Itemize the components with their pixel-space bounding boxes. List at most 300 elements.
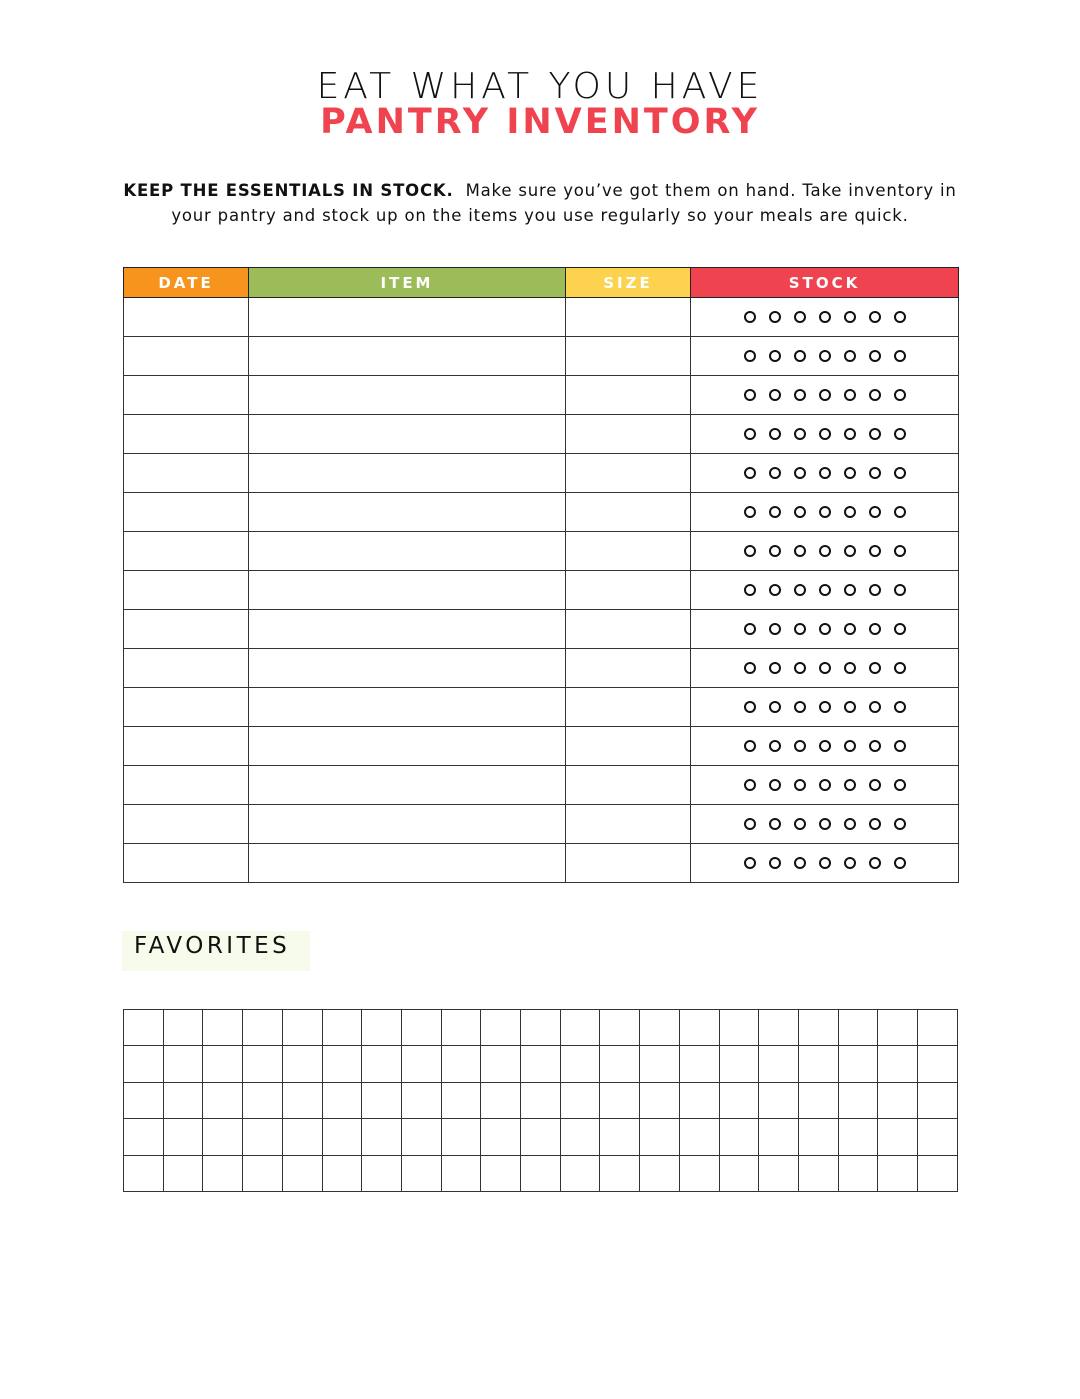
date-cell[interactable] [124, 649, 249, 688]
item-cell[interactable] [249, 766, 566, 805]
stock-circles [744, 818, 906, 830]
grid-cell[interactable] [124, 1155, 164, 1191]
grid-cell[interactable] [322, 1119, 362, 1155]
stock-circle[interactable] [744, 584, 756, 596]
item-cell[interactable] [249, 727, 566, 766]
stock-circle[interactable] [869, 740, 881, 752]
stock-circle[interactable] [744, 623, 756, 635]
stock-circle[interactable] [794, 662, 806, 674]
stock-circle[interactable] [794, 428, 806, 440]
grid-cell[interactable] [878, 1155, 918, 1191]
stock-circle[interactable] [844, 701, 856, 713]
stock-circle[interactable] [819, 584, 831, 596]
stock-circle[interactable] [869, 506, 881, 518]
date-cell[interactable] [124, 376, 249, 415]
item-cell[interactable] [249, 805, 566, 844]
size-cell[interactable] [566, 571, 691, 610]
grid-cell[interactable] [600, 1010, 640, 1046]
grid-cell[interactable] [521, 1119, 561, 1155]
stock-circle[interactable] [744, 857, 756, 869]
grid-cell[interactable] [362, 1155, 402, 1191]
stock-circle[interactable] [869, 467, 881, 479]
grid-cell[interactable] [719, 1155, 759, 1191]
grid-cell[interactable] [282, 1155, 322, 1191]
grid-cell[interactable] [798, 1119, 838, 1155]
grid-cell[interactable] [322, 1082, 362, 1118]
grid-cell[interactable] [560, 1046, 600, 1082]
grid-cell[interactable] [401, 1155, 441, 1191]
inventory-header-row [124, 268, 959, 298]
size-cell[interactable] [566, 337, 691, 376]
item-cell[interactable] [249, 844, 566, 883]
grid-cell[interactable] [679, 1082, 719, 1118]
stock-circle[interactable] [744, 467, 756, 479]
grid-cell[interactable] [441, 1046, 481, 1082]
stock-circle[interactable] [794, 818, 806, 830]
date-cell[interactable] [124, 415, 249, 454]
stock-circle[interactable] [894, 818, 906, 830]
stock-circle[interactable] [869, 623, 881, 635]
stock-circle[interactable] [869, 857, 881, 869]
stock-circle[interactable] [794, 545, 806, 557]
stock-circle[interactable] [819, 350, 831, 362]
inventory-row [124, 649, 959, 688]
stock-circle[interactable] [869, 584, 881, 596]
stock-circle[interactable] [869, 389, 881, 401]
stock-circle[interactable] [769, 818, 781, 830]
grid-cell[interactable] [441, 1082, 481, 1118]
stock-circle[interactable] [769, 311, 781, 323]
size-cell[interactable] [566, 805, 691, 844]
stock-circle[interactable] [894, 350, 906, 362]
grid-cell[interactable] [640, 1155, 680, 1191]
grid-cell[interactable] [679, 1155, 719, 1191]
stock-cell [691, 727, 959, 766]
stock-circle[interactable] [844, 350, 856, 362]
stock-circle[interactable] [844, 389, 856, 401]
stock-circle[interactable] [844, 818, 856, 830]
grid-cell[interactable] [124, 1046, 164, 1082]
grid-cell[interactable] [918, 1119, 958, 1155]
grid-cell[interactable] [679, 1010, 719, 1046]
grid-cell[interactable] [759, 1082, 799, 1118]
date-cell[interactable] [124, 844, 249, 883]
grid-cell[interactable] [918, 1046, 958, 1082]
inventory-row [124, 766, 959, 805]
column-header-date: DATE [124, 268, 249, 298]
stock-circle[interactable] [744, 818, 756, 830]
grid-cell[interactable] [401, 1119, 441, 1155]
inventory-row [124, 376, 959, 415]
stock-circle[interactable] [794, 740, 806, 752]
grid-cell[interactable] [838, 1046, 878, 1082]
item-cell[interactable] [249, 454, 566, 493]
stock-circle[interactable] [744, 545, 756, 557]
grid-cell[interactable] [243, 1046, 283, 1082]
stock-circle[interactable] [894, 506, 906, 518]
date-cell[interactable] [124, 610, 249, 649]
grid-cell[interactable] [282, 1046, 322, 1082]
grid-cell[interactable] [798, 1046, 838, 1082]
stock-circle[interactable] [819, 311, 831, 323]
grid-row [124, 1010, 958, 1046]
date-cell[interactable] [124, 532, 249, 571]
stock-circles [744, 740, 906, 752]
item-cell[interactable] [249, 649, 566, 688]
grid-cell[interactable] [441, 1010, 481, 1046]
stock-circle[interactable] [769, 467, 781, 479]
size-cell[interactable] [566, 649, 691, 688]
grid-cell[interactable] [243, 1119, 283, 1155]
stock-cell [691, 805, 959, 844]
grid-cell[interactable] [640, 1046, 680, 1082]
stock-circle[interactable] [744, 506, 756, 518]
grid-cell[interactable] [521, 1046, 561, 1082]
stock-cell [691, 298, 959, 337]
grid-cell[interactable] [481, 1010, 521, 1046]
date-cell[interactable] [124, 337, 249, 376]
stock-circle[interactable] [744, 311, 756, 323]
grid-row [124, 1082, 958, 1118]
size-cell[interactable] [566, 376, 691, 415]
stock-circle[interactable] [819, 857, 831, 869]
grid-cell[interactable] [640, 1082, 680, 1118]
stock-circle[interactable] [844, 506, 856, 518]
stock-circle[interactable] [769, 350, 781, 362]
grid-cell[interactable] [203, 1010, 243, 1046]
stock-circle[interactable] [794, 350, 806, 362]
stock-circle[interactable] [844, 428, 856, 440]
grid-cell[interactable] [243, 1155, 283, 1191]
stock-circle[interactable] [819, 545, 831, 557]
grid-cell[interactable] [322, 1155, 362, 1191]
date-cell[interactable] [124, 493, 249, 532]
stock-circle[interactable] [894, 428, 906, 440]
grid-cell[interactable] [441, 1119, 481, 1155]
grid-cell[interactable] [521, 1155, 561, 1191]
stock-circle[interactable] [769, 623, 781, 635]
grid-cell[interactable] [560, 1082, 600, 1118]
item-cell[interactable] [249, 688, 566, 727]
inventory-table [123, 267, 959, 883]
grid-cell[interactable] [560, 1155, 600, 1191]
stock-circles [744, 662, 906, 674]
stock-cell [691, 493, 959, 532]
stock-circle[interactable] [794, 857, 806, 869]
stock-circle[interactable] [894, 662, 906, 674]
grid-cell[interactable] [759, 1119, 799, 1155]
grid-cell[interactable] [441, 1155, 481, 1191]
inventory-row [124, 610, 959, 649]
date-cell[interactable] [124, 298, 249, 337]
stock-circles [744, 779, 906, 791]
stock-circles [744, 311, 906, 323]
stock-circle[interactable] [819, 623, 831, 635]
grid-cell[interactable] [600, 1155, 640, 1191]
stock-circle[interactable] [819, 818, 831, 830]
size-cell[interactable] [566, 688, 691, 727]
grid-cell[interactable] [203, 1046, 243, 1082]
inventory-row [124, 454, 959, 493]
grid-cell[interactable] [838, 1155, 878, 1191]
grid-cell[interactable] [124, 1010, 164, 1046]
grid-cell[interactable] [759, 1046, 799, 1082]
stock-circle[interactable] [869, 779, 881, 791]
stock-circle[interactable] [844, 467, 856, 479]
grid-cell[interactable] [481, 1082, 521, 1118]
inventory-row [124, 805, 959, 844]
stock-circle[interactable] [794, 389, 806, 401]
stock-circle[interactable] [894, 740, 906, 752]
stock-circle[interactable] [769, 545, 781, 557]
stock-circle[interactable] [819, 779, 831, 791]
inventory-row [124, 415, 959, 454]
date-cell[interactable] [124, 454, 249, 493]
grid-cell[interactable] [918, 1082, 958, 1118]
column-header-stock: STOCK [691, 268, 959, 298]
grid-cell[interactable] [481, 1046, 521, 1082]
grid-cell[interactable] [918, 1155, 958, 1191]
grid-cell[interactable] [719, 1010, 759, 1046]
stock-circle[interactable] [819, 389, 831, 401]
date-cell[interactable] [124, 727, 249, 766]
stock-circle[interactable] [769, 701, 781, 713]
item-cell[interactable] [249, 610, 566, 649]
stock-circle[interactable] [819, 506, 831, 518]
grid-cell[interactable] [560, 1010, 600, 1046]
grid-cell[interactable] [163, 1010, 203, 1046]
size-cell[interactable] [566, 493, 691, 532]
stock-circle[interactable] [894, 584, 906, 596]
grid-cell[interactable] [640, 1010, 680, 1046]
date-cell[interactable] [124, 766, 249, 805]
inventory-row [124, 298, 959, 337]
stock-circle[interactable] [744, 428, 756, 440]
favorites-label: FAVORITES [134, 933, 291, 959]
stock-circle[interactable] [769, 857, 781, 869]
grid-cell[interactable] [203, 1082, 243, 1118]
grid-row [124, 1046, 958, 1082]
grid-cell[interactable] [362, 1082, 402, 1118]
item-cell[interactable] [249, 571, 566, 610]
grid-cell[interactable] [124, 1082, 164, 1118]
stock-circle[interactable] [744, 701, 756, 713]
stock-circle[interactable] [869, 818, 881, 830]
grid-cell[interactable] [203, 1155, 243, 1191]
stock-cell [691, 766, 959, 805]
stock-circle[interactable] [769, 389, 781, 401]
date-cell[interactable] [124, 805, 249, 844]
grid-cell[interactable] [640, 1119, 680, 1155]
stock-circle[interactable] [794, 779, 806, 791]
stock-cell [691, 610, 959, 649]
stock-circle[interactable] [844, 623, 856, 635]
grid-cell[interactable] [322, 1046, 362, 1082]
stock-cell [691, 649, 959, 688]
stock-circle[interactable] [869, 545, 881, 557]
stock-circle[interactable] [819, 467, 831, 479]
grid-cell[interactable] [759, 1155, 799, 1191]
grid-cell[interactable] [600, 1046, 640, 1082]
grid-cell[interactable] [918, 1010, 958, 1046]
stock-circle[interactable] [794, 623, 806, 635]
grid-cell[interactable] [163, 1082, 203, 1118]
grid-row [124, 1155, 958, 1191]
grid-cell[interactable] [243, 1010, 283, 1046]
grid-cell[interactable] [878, 1010, 918, 1046]
grid-cell[interactable] [124, 1119, 164, 1155]
stock-circles [744, 428, 906, 440]
stock-circle[interactable] [894, 545, 906, 557]
size-cell[interactable] [566, 532, 691, 571]
grid-cell[interactable] [560, 1119, 600, 1155]
stock-circles [744, 467, 906, 479]
grid-cell[interactable] [243, 1082, 283, 1118]
grid-cell[interactable] [362, 1010, 402, 1046]
grid-cell[interactable] [401, 1010, 441, 1046]
stock-circles [744, 545, 906, 557]
grid-cell[interactable] [719, 1046, 759, 1082]
grid-cell[interactable] [878, 1119, 918, 1155]
grid-cell[interactable] [322, 1010, 362, 1046]
grid-cell[interactable] [878, 1082, 918, 1118]
grid-cell[interactable] [163, 1119, 203, 1155]
stock-circle[interactable] [894, 623, 906, 635]
grid-cell[interactable] [798, 1010, 838, 1046]
size-cell[interactable] [566, 844, 691, 883]
stock-cell [691, 454, 959, 493]
stock-circle[interactable] [744, 740, 756, 752]
stock-circle[interactable] [794, 311, 806, 323]
grid-cell[interactable] [838, 1010, 878, 1046]
grid-cell[interactable] [600, 1082, 640, 1118]
stock-circle[interactable] [894, 701, 906, 713]
grid-cell[interactable] [203, 1119, 243, 1155]
item-cell[interactable] [249, 532, 566, 571]
grid-cell[interactable] [679, 1119, 719, 1155]
stock-circle[interactable] [844, 740, 856, 752]
grid-cell[interactable] [282, 1010, 322, 1046]
inventory-row [124, 844, 959, 883]
stock-circle[interactable] [894, 857, 906, 869]
grid-cell[interactable] [878, 1046, 918, 1082]
stock-circle[interactable] [869, 701, 881, 713]
stock-circle[interactable] [744, 662, 756, 674]
stock-cell [691, 376, 959, 415]
stock-circle[interactable] [794, 584, 806, 596]
grid-cell[interactable] [282, 1119, 322, 1155]
stock-circle[interactable] [769, 584, 781, 596]
size-cell[interactable] [566, 727, 691, 766]
grid-cell[interactable] [759, 1010, 799, 1046]
grid-cell[interactable] [282, 1082, 322, 1118]
stock-cell [691, 571, 959, 610]
stock-cell [691, 688, 959, 727]
stock-circle[interactable] [844, 311, 856, 323]
stock-circle[interactable] [844, 779, 856, 791]
stock-circle[interactable] [894, 389, 906, 401]
stock-circle[interactable] [744, 389, 756, 401]
favorites-grid [123, 1009, 958, 1192]
stock-circle[interactable] [769, 506, 781, 518]
stock-circle[interactable] [744, 779, 756, 791]
stock-circle[interactable] [769, 428, 781, 440]
grid-cell[interactable] [838, 1119, 878, 1155]
grid-cell[interactable] [362, 1046, 402, 1082]
stock-circle[interactable] [794, 701, 806, 713]
size-cell[interactable] [566, 454, 691, 493]
stock-circle[interactable] [794, 467, 806, 479]
stock-circle[interactable] [869, 428, 881, 440]
item-cell[interactable] [249, 298, 566, 337]
item-cell[interactable] [249, 493, 566, 532]
grid-cell[interactable] [401, 1046, 441, 1082]
item-cell[interactable] [249, 337, 566, 376]
size-cell[interactable] [566, 298, 691, 337]
stock-circle[interactable] [769, 740, 781, 752]
stock-circles [744, 506, 906, 518]
grid-cell[interactable] [600, 1119, 640, 1155]
grid-cell[interactable] [362, 1119, 402, 1155]
stock-circles [744, 857, 906, 869]
stock-circle[interactable] [844, 662, 856, 674]
inventory-row [124, 493, 959, 532]
grid-cell[interactable] [679, 1046, 719, 1082]
grid-cell[interactable] [719, 1082, 759, 1118]
grid-cell[interactable] [798, 1082, 838, 1118]
stock-circle[interactable] [894, 311, 906, 323]
grid-cell[interactable] [401, 1082, 441, 1118]
stock-circle[interactable] [844, 545, 856, 557]
grid-cell[interactable] [838, 1082, 878, 1118]
grid-cell[interactable] [163, 1046, 203, 1082]
stock-circle[interactable] [769, 779, 781, 791]
size-cell[interactable] [566, 610, 691, 649]
stock-circle[interactable] [869, 662, 881, 674]
date-cell[interactable] [124, 571, 249, 610]
size-cell[interactable] [566, 766, 691, 805]
stock-circle[interactable] [794, 506, 806, 518]
date-cell[interactable] [124, 688, 249, 727]
grid-cell[interactable] [481, 1155, 521, 1191]
grid-cell[interactable] [481, 1119, 521, 1155]
stock-circle[interactable] [869, 311, 881, 323]
grid-cell[interactable] [163, 1155, 203, 1191]
grid-cell[interactable] [521, 1082, 561, 1118]
stock-circles [744, 389, 906, 401]
stock-circle[interactable] [819, 740, 831, 752]
item-cell[interactable] [249, 376, 566, 415]
stock-circle[interactable] [894, 779, 906, 791]
stock-circle[interactable] [769, 662, 781, 674]
stock-circle[interactable] [894, 467, 906, 479]
stock-circle[interactable] [819, 662, 831, 674]
grid-cell[interactable] [798, 1155, 838, 1191]
stock-circle[interactable] [819, 428, 831, 440]
stock-circle[interactable] [844, 857, 856, 869]
size-cell[interactable] [566, 415, 691, 454]
stock-cell [691, 844, 959, 883]
stock-circle[interactable] [744, 350, 756, 362]
inventory-row [124, 688, 959, 727]
inventory-row [124, 727, 959, 766]
stock-circle[interactable] [844, 584, 856, 596]
stock-circle[interactable] [869, 350, 881, 362]
grid-cell[interactable] [521, 1010, 561, 1046]
item-cell[interactable] [249, 415, 566, 454]
stock-circle[interactable] [819, 701, 831, 713]
grid-cell[interactable] [719, 1119, 759, 1155]
